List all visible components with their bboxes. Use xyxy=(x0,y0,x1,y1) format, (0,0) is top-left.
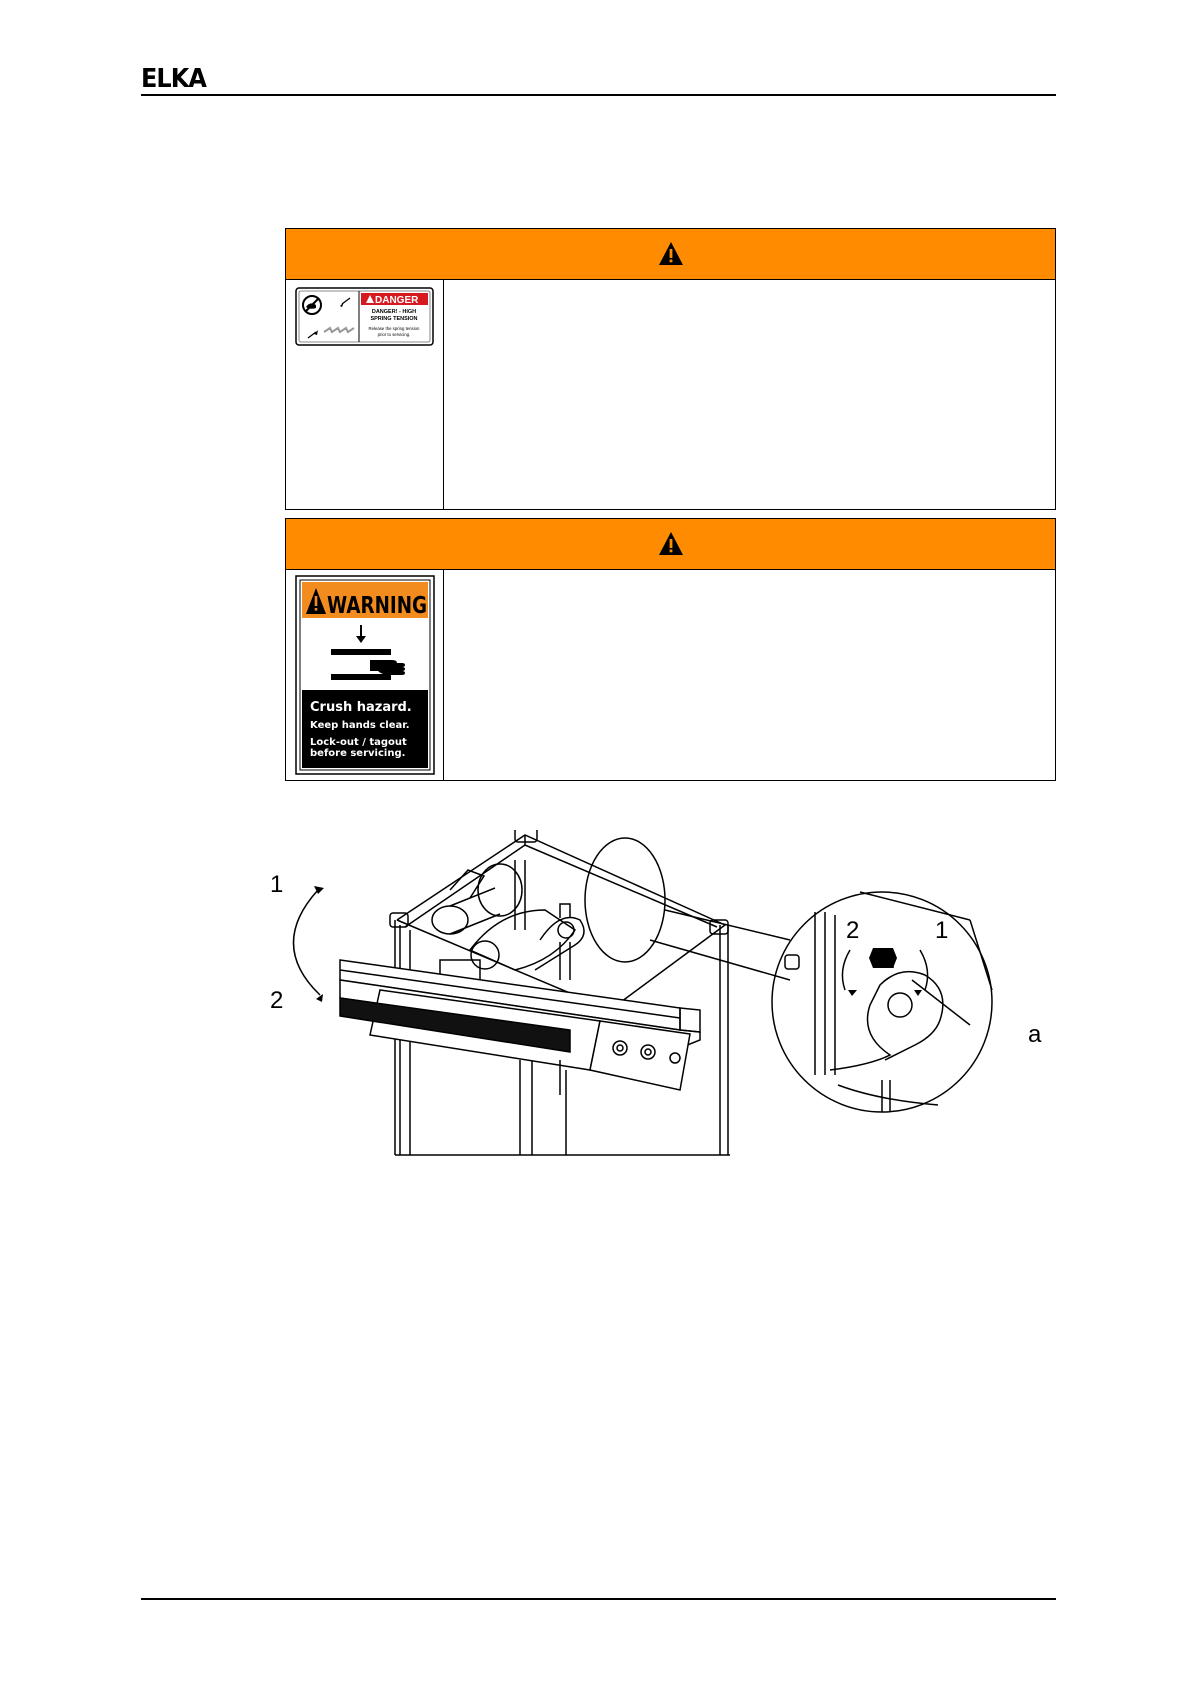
figure-label-left-2: 2 xyxy=(270,987,284,1014)
figure-label-detail-1: 1 xyxy=(935,917,949,944)
footer-rule xyxy=(141,1598,1056,1600)
danger-decal-line1: DANGER! - HIGH xyxy=(371,309,417,315)
warning-decal-line4: before servicing. xyxy=(310,748,406,759)
warning-notice xyxy=(285,518,1056,781)
elka-logo: ELKA xyxy=(141,64,206,94)
warning-decal-cell xyxy=(286,570,444,780)
warning-tag-text: WARNING xyxy=(327,593,427,619)
warning-triangle-icon xyxy=(658,531,684,557)
danger-tag-text: DANGER xyxy=(375,295,419,306)
warning-decal-line2: Keep hands clear. xyxy=(310,720,410,731)
spring-adjustment-figure xyxy=(270,830,1070,1160)
danger-notice-text-area xyxy=(444,280,1055,509)
figure-label-left-1: 1 xyxy=(270,871,284,898)
figure-label-detail-a: a xyxy=(1028,1021,1042,1048)
danger-decal-line3: Release the spring tension xyxy=(368,326,420,331)
figure-label-detail-2: 2 xyxy=(846,917,860,944)
danger-notice xyxy=(285,228,1056,510)
danger-notice-header xyxy=(286,229,1055,280)
warning-decal-line3: Lock-out / tagout xyxy=(310,737,407,748)
danger-decal-line4: prior to servicing. xyxy=(377,332,411,337)
crush-hazard-decal xyxy=(286,570,442,780)
danger-decal-cell xyxy=(286,280,444,509)
spring-tension-decal xyxy=(286,280,442,509)
warning-decal-line1: Crush hazard. xyxy=(310,700,412,715)
warning-notice-header xyxy=(286,519,1055,570)
header-rule xyxy=(141,94,1056,96)
warning-triangle-icon xyxy=(658,241,684,267)
warning-notice-text-area xyxy=(444,570,1055,780)
danger-decal-line2: SPRING TENSION xyxy=(370,316,418,322)
